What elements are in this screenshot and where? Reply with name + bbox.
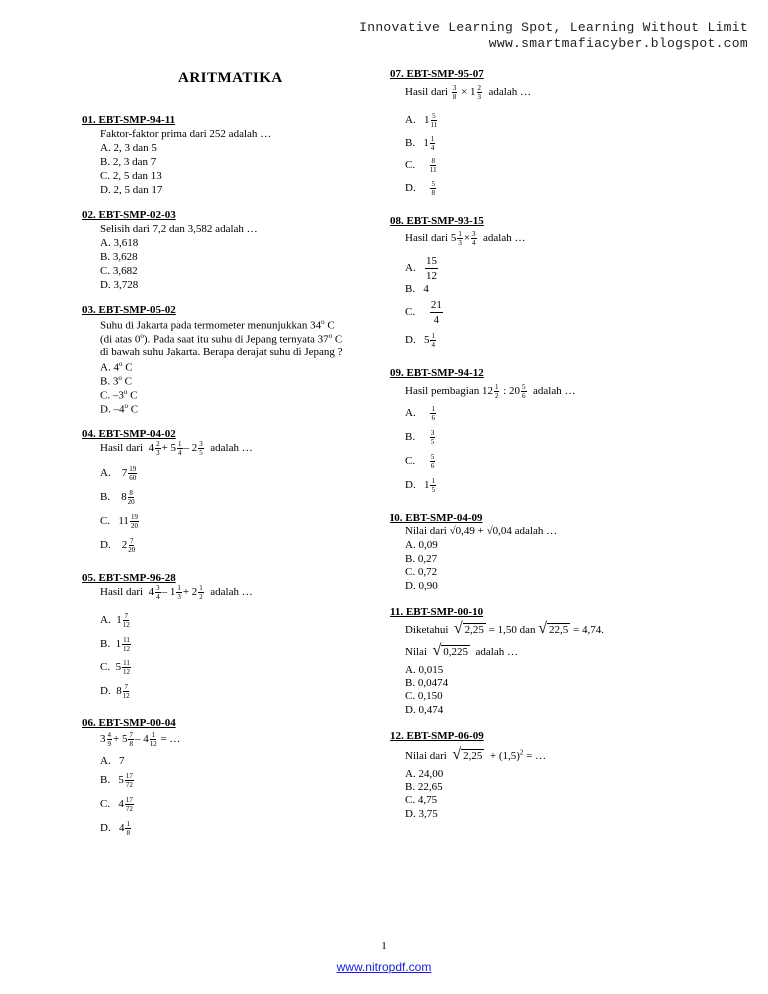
q03-line3: di bawah suhu Jakarta. Berapa derajat suhu di Jepang ? (100, 346, 343, 358)
q10-option-b: B. 0,27 (405, 553, 438, 565)
q11-option-c: C. 0,150 (405, 690, 443, 702)
header-url: www.smartmafiacyber.blogspot.com (488, 36, 748, 51)
header-tagline: Innovative Learning Spot, Learning Without Limit (359, 20, 748, 35)
q06-option-c: C. 4 $\frac{17}{72}$ (100, 796, 133, 813)
q02-option-a: A. 3,618 (100, 237, 139, 249)
q09-option-d: D. 1 $\frac{1}{5}$ (405, 477, 435, 494)
q12-option-c: C. 4,75 (405, 794, 438, 806)
q11-option-d: D. 0,474 (405, 704, 444, 716)
q10-option-d: D. 0,90 (405, 580, 438, 592)
q03-line1: Suhu di Jakarta pada termometer menunjukkan 34$^o$ C (100, 318, 335, 332)
q06-heading: 06. EBT-SMP-00-04 (82, 717, 176, 729)
q06-option-a: A. 7 (100, 755, 125, 767)
q09-heading: 09. EBT-SMP-94-12 (390, 367, 484, 379)
q12-heading: 12. EBT-SMP-06-09 (390, 730, 484, 742)
q05-heading: 05. EBT-SMP-96-28 (82, 572, 176, 584)
q09-expression: Hasil pembagian 12 $\frac{1}{2}$ : 20 $\frac{5}{6}$ adalah … (405, 383, 576, 400)
q12-option-a: A. 24,00 (405, 768, 444, 780)
q05-option-c: C. 5 $\frac{11}{12}$ (100, 659, 130, 676)
q05-option-d: D. 8 $\frac{7}{12}$ (100, 683, 130, 700)
q05-option-a: A. 1 $\frac{7}{12}$ (100, 612, 130, 629)
q05-expression: Hasil dari 4 $\frac{3}{4}$ – 1 $\frac{1}{3}$ + 2 $\frac{1}{2}$ adalah … (100, 584, 253, 601)
q11-heading: 11. EBT-SMP-00-10 (390, 606, 484, 618)
q04-option-d: D. 2 $\frac{7}{20}$ (100, 537, 136, 554)
q01-option-b: B. 2, 3 dan 7 (100, 156, 157, 168)
q04-option-c: C. 11 $\frac{19}{20}$ (100, 513, 138, 530)
q07-option-a: A. 1 $\frac{5}{11}$ (405, 112, 438, 129)
q09-option-b: B. $\frac{3}{5}$ (405, 429, 435, 446)
page-number: 1 (381, 940, 387, 952)
q08-option-d: D. 5 $\frac{1}{4}$ (405, 332, 435, 349)
q12-option-d: D. 3,75 (405, 808, 438, 820)
q06-option-b: B. 5 $\frac{17}{72}$ (100, 772, 133, 789)
q12-option-b: B. 22,65 (405, 781, 443, 793)
q11-given: Diketahui √ 2,25 = 1,50 dan √ 22,5 = 4,74. (405, 620, 605, 637)
q10-heading: I0. EBT-SMP-04-09 (390, 512, 483, 524)
q07-expression: Hasil dari $\frac{3}{8}$ × 1 $\frac{2}{3}$ adalah … (405, 84, 531, 101)
q03-option-d: D. –4$^o$ C (100, 402, 139, 416)
q02-option-c: C. 3,682 (100, 265, 138, 277)
q02-option-d: D. 3,728 (100, 279, 139, 291)
q07-option-c: C. $\frac{8}{11}$ (405, 157, 437, 174)
q08-option-a: A. $\frac{15}{12}$ (405, 255, 437, 282)
q11-question: Nilai √ 0,225 adalah … (405, 642, 518, 659)
q09-option-a: A. $\frac{1}{6}$ (405, 405, 435, 422)
q11-option-b: B. 0,0474 (405, 677, 449, 689)
q02-heading: 02. EBT-SMP-02-03 (82, 209, 176, 221)
q07-option-d: D. $\frac{5}{8}$ (405, 180, 435, 197)
q07-option-b: B. 1 $\frac{1}{4}$ (405, 135, 435, 152)
q01-heading: 01. EBT-SMP-94-11 (82, 114, 176, 126)
q01-option-a: A. 2, 3 dan 5 (100, 142, 157, 154)
q03-option-c: C. –3$^o$ C (100, 388, 138, 402)
q06-expression: 3 $\frac{4}{9}$ + 5 $\frac{7}{8}$ – 4 $\frac{1}{12}$ = … (100, 731, 181, 748)
q12-question: Nilai dari √ $2,25 + (1,5)^2$ = … (405, 746, 547, 763)
q02-option-b: B. 3,628 (100, 251, 138, 263)
q08-expression: Hasil dari 5 $\frac{1}{3}$ × $\frac{3}{4}$ adalah … (405, 230, 526, 247)
q11-option-a: A. 0,015 (405, 664, 444, 676)
q03-line2: (di atas 0$^o$). Pada saat itu suhu di Jepang ternyata 37$^o$ C (100, 332, 343, 346)
q03-option-b: B. 3$^o$ C (100, 374, 132, 388)
footer (0, 960, 768, 974)
q06-option-d: D. 4 $\frac{1}{8}$ (100, 820, 130, 837)
q01-option-c: C. 2, 5 dan 13 (100, 170, 162, 182)
q08-option-c: C. $\frac{21}{4}$ (405, 299, 442, 326)
q10-option-a: A. 0,09 (405, 539, 438, 551)
q10-option-c: C. 0,72 (405, 566, 438, 578)
q07-heading: 07. EBT-SMP-95-07 (390, 68, 484, 80)
q04-heading: 04. EBT-SMP-04-02 (82, 428, 176, 440)
q02-text: Selisih dari 7,2 dan 3,582 adalah … (100, 223, 258, 235)
q04-option-b: B. 8 $\frac{8}{20}$ (100, 489, 135, 506)
q03-option-a: A. 4$^o$ C (100, 360, 133, 374)
q01-text: Faktor-faktor prima dari 252 adalah … (100, 128, 272, 140)
q09-option-c: C. $\frac{5}{6}$ (405, 453, 435, 470)
q04-expression: Hasil dari 4 $\frac{2}{3}$ + 5 $\frac{1}{4}$ – 2 $\frac{3}{5}$ adalah … (100, 440, 253, 457)
q08-option-b: B. 4 (405, 283, 429, 295)
q05-option-b: B. 1 $\frac{11}{12}$ (100, 636, 130, 653)
footer-link[interactable]: www.nitropdf.com (336, 960, 432, 974)
q10-text: Nilai dari √0,49 + √0,04 adalah … (405, 525, 558, 537)
q04-option-a: A. 7 $\frac{19}{60}$ (100, 465, 137, 482)
page-title: ARITMATIKA (178, 70, 283, 86)
q01-option-d: D. 2, 5 dan 17 (100, 184, 163, 196)
q08-heading: 08. EBT-SMP-93-15 (390, 215, 484, 227)
q03-heading: 03. EBT-SMP-05-02 (82, 304, 176, 316)
